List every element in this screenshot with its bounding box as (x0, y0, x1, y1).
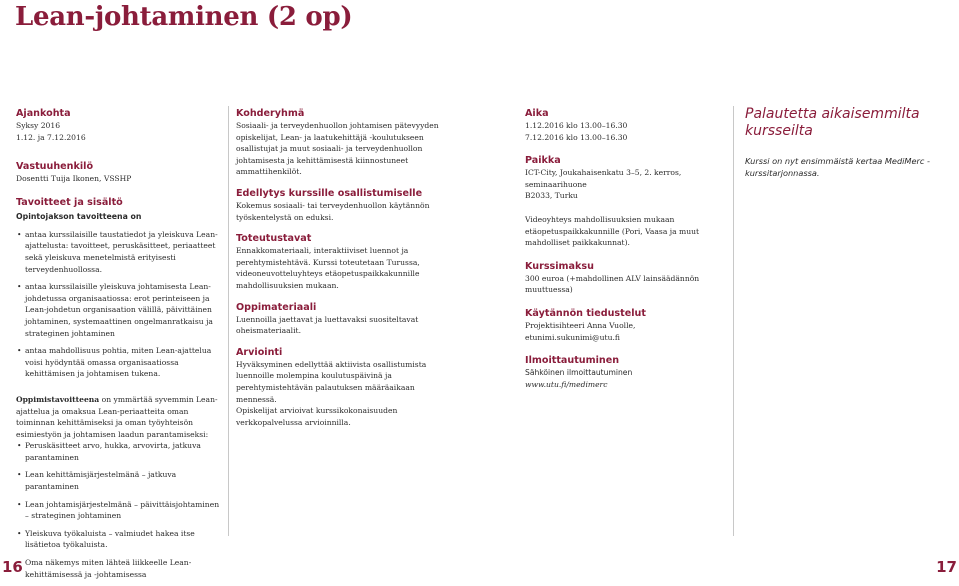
section-heading-oppimateriaali: Oppimateriaali (236, 301, 317, 313)
registration-link[interactable]: www.utu.fi/medimerc (525, 379, 608, 389)
list-item: • Oma näkemys miten lähteä liikkeelle Lean-kehittämisessä ja -johtamisessa (16, 557, 224, 580)
ajankohta-line: 1.12. ja 7.12.2016 (16, 132, 86, 142)
kohderyhma-text: Sosiaali- ja terveydenhuollon johtamisen pätevyyden opiskelijat, Lean- ja laatukehittäjä -koulutukseen osallistujat ja muut sosiaali- ja terveydenhuollon johtamisesta ja kehittämisestä kiinnostuneet ammattihenkilöt. (236, 121, 439, 177)
section-heading-aika: Aika (525, 108, 549, 119)
aika-line: 1.12.2016 klo 13.00–16.30 (525, 121, 628, 130)
column-divider (228, 106, 229, 536)
learning-objective-list (16, 440, 224, 580)
learning-objective-text (16, 394, 224, 440)
goals-intro: Opintojakson tavoitteena on (16, 211, 142, 221)
section-heading-paikka: Paikka (525, 155, 561, 167)
feedback-text: Kurssi on nyt ensimmäistä kertaa MediMerc -kurssitarjonnassa. (745, 156, 930, 178)
learning-objective-label: Oppimistavoitteena (16, 394, 100, 404)
list-item: • antaa mahdollisuus pohtia, miten Lean-ajattelua voisi hyödyntää omassa organisaatiossa kehittämisen ja johtamisen tukena. (16, 345, 224, 380)
section-heading-ilmoittautuminen: Ilmoittautuminen (525, 355, 620, 367)
column-practical (525, 108, 730, 390)
page-number-right: 17 (936, 558, 957, 576)
column-divider (733, 106, 734, 536)
column-feedback (745, 106, 945, 179)
oppimateriaali-text: Luennoilla jaettavat ja luettavaksi suositeltavat oheismateriaalit. (236, 314, 419, 336)
page-title: Lean-johtaminen (2 op) (15, 2, 353, 32)
section-heading-ajankohta: Ajankohta (16, 108, 71, 119)
vastuuhenkilo-text: Dosentti Tuija Ikonen, VSSHP (16, 174, 132, 184)
edellytys-text: Kokemus sosiaali- tai terveydenhuollon käytännön työskentelystä on eduksi. (236, 200, 430, 222)
paikka-line: B2033, Turku (525, 191, 578, 201)
videoyhteys-text: Videoyhteys mahdollisuuksien mukaan etäopetuspaikkakunnille (Pori, Vaasa ja muut mahdolliset paikkakunnat). (525, 214, 700, 248)
section-heading-edellytys: Edellytys kurssille osallistumiselle (236, 187, 423, 199)
ilmoittautuminen-text: Sähköinen ilmoittautuminen (525, 368, 633, 378)
feedback-heading: Palautetta aikaisemmilta kursseilta (745, 106, 920, 139)
arviointi-text: Opiskelijat arvioivat kurssikokonaisuuden verkkopalvelussa arvioinnilla. (236, 406, 398, 427)
aika-line: 7.12.2016 klo 13.00–16.30 (525, 132, 628, 142)
column-basic-info (16, 108, 224, 586)
section-heading-tiedustelut: Käytännön tiedustelut (525, 307, 646, 319)
section-heading-toteutustavat: Toteutustavat (236, 233, 312, 245)
list-item: • antaa kurssilaisille yleiskuva johtamisesta Lean-johdetussa organisaatiossa: erot perinteiseen ja Lean-johdetun organisaation välillä, päivittäinen johtaminen, systemaattinen ongelmanratkaisu ja strateginen johtaminen (16, 281, 224, 339)
list-item: • Peruskäsitteet arvo, hukka, arvovirta, jatkuva parantaminen (16, 440, 224, 463)
toteutustavat-text: Ennakkomateriaali, interaktiiviset luennot ja perehtymistehtävä. Kurssi toteutetaan Turussa, videoneuvotteluyhteys etäopetuspaikkakunnille mahdollisuuksien mukaan. (236, 246, 420, 290)
ajankohta-line: Syksy 2016 (16, 121, 61, 130)
section-heading-kurssimaksu: Kurssimaksu (525, 260, 594, 272)
arviointi-text: Hyväksyminen edellyttää aktiivista osallistumista luennoille molempina koulutuspäivinä ja perehtymistehtävän palautuksen määräaikaan mennessä. (236, 359, 427, 404)
tiedustelut-text: Projektisihteeri Anna Vuolle, etunimi.sukunimi@utu.fi (525, 320, 636, 342)
paikka-line: ICT-City, Joukahaisenkatu 3–5, 2. kerros, seminaarihuone (525, 168, 682, 189)
section-heading-kohderyhma: Kohderyhmä (236, 108, 305, 119)
list-item: • Lean kehittämisjärjestelmänä – jatkuva parantaminen (16, 469, 224, 492)
section-heading-arviointi: Arviointi (236, 346, 283, 358)
list-item: • antaa kurssilaisille taustatiedot ja yleiskuva Lean-ajattelusta: tavoitteet, peruskäsitteet, periaatteet sekä yleiskuva menetelmistä erityisesti terveydenhuollossa. (16, 229, 224, 275)
list-item: • Yleiskuva työkaluista – valmiudet hakea itse lisätietoa työkaluista. (16, 528, 224, 551)
column-details (236, 108, 440, 428)
section-heading-tavoitteet: Tavoitteet ja sisältö (16, 196, 123, 208)
kurssimaksu-text: 300 euroa (+mahdollinen ALV lainsäädännön muuttuessa) (525, 273, 700, 295)
list-item: • Lean johtamisjärjestelmänä – päivittäisjohtaminen – strateginen johtaminen (16, 499, 224, 522)
page-number-left: 16 (2, 558, 23, 576)
section-heading-vastuuhenkilo: Vastuuhenkilö (16, 161, 94, 173)
learning-objective-body: on ymmärtää syvemmin Lean-ajattelua ja omaksua Lean-periaatteita oman toiminnan kehittämiseksi ja oman työyhteisön esimiestyön ja johtamisen laadun parantamiseksi: (16, 394, 218, 439)
goals-list (16, 229, 224, 380)
